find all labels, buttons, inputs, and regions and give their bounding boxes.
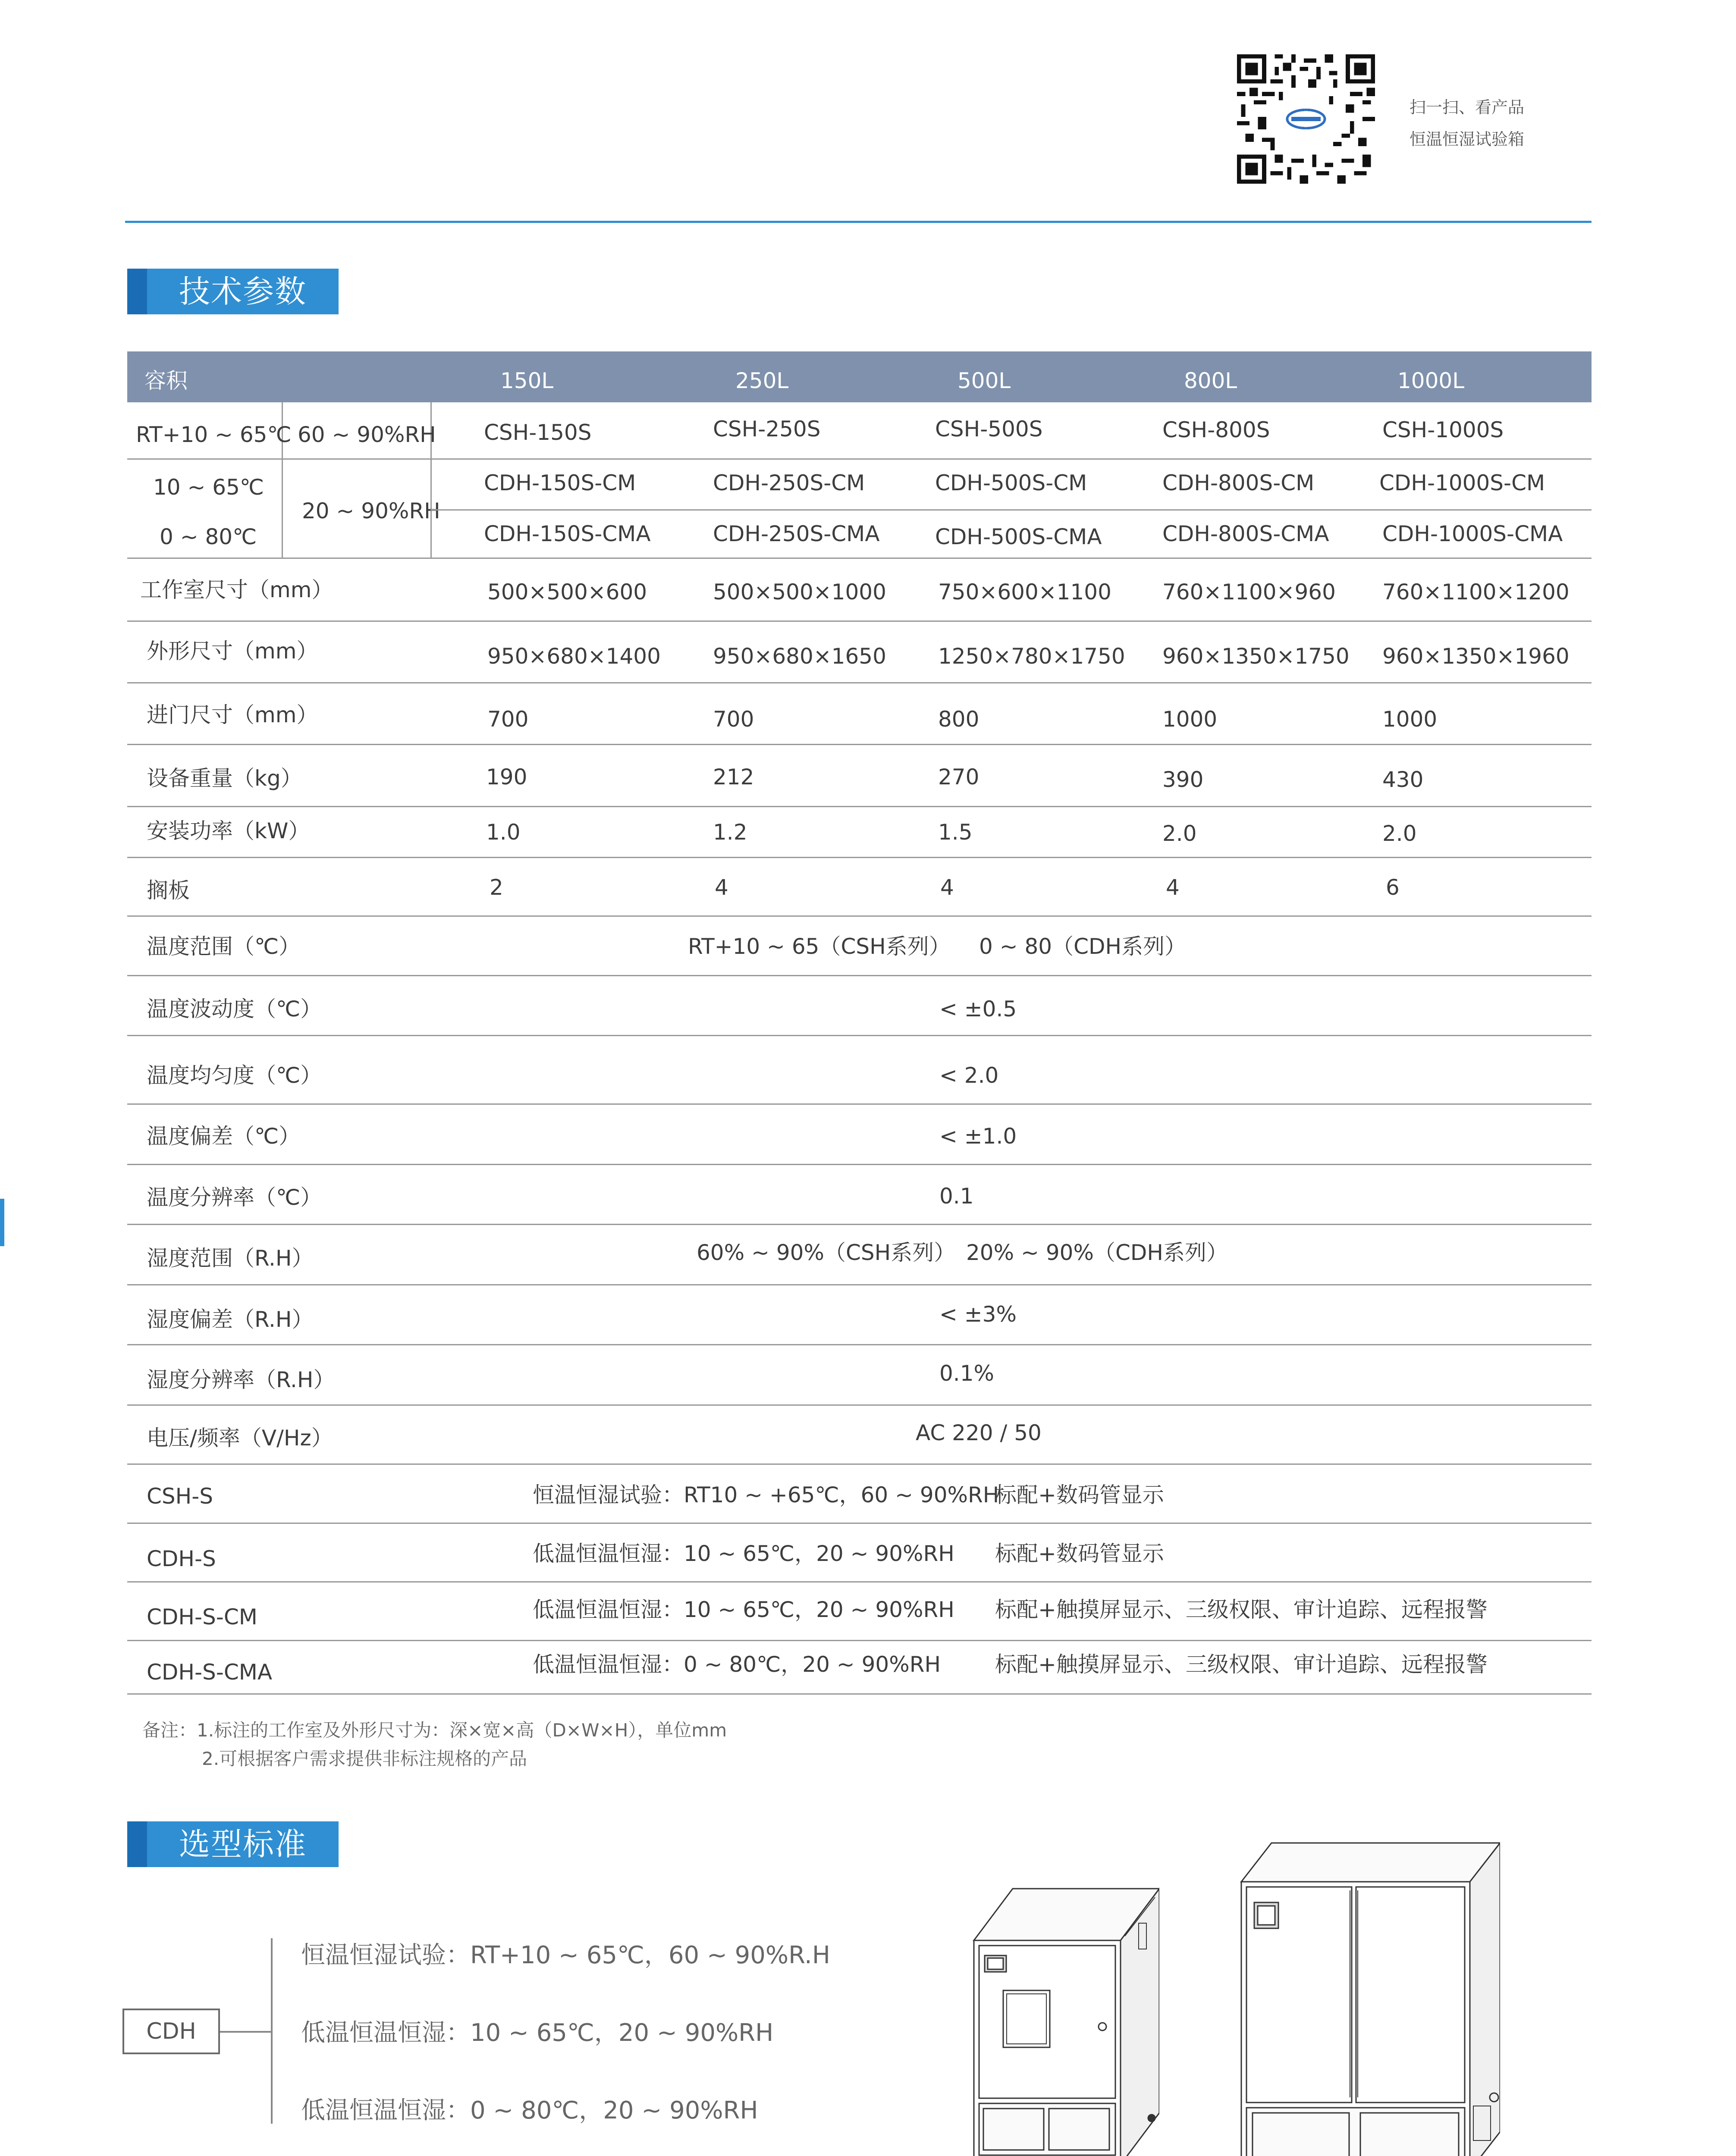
row-label: 工作室尺寸（mm） bbox=[140, 577, 333, 602]
header-cell-capacity: 容积 bbox=[144, 368, 188, 393]
row-value: 4 bbox=[715, 875, 728, 900]
row-value: 700 bbox=[713, 707, 754, 732]
row-divider bbox=[127, 975, 1592, 976]
row-value: 1.0 bbox=[486, 820, 521, 845]
model-cell: CSH-800S bbox=[1162, 417, 1270, 442]
row-label: 湿度范围（R.H） bbox=[147, 1246, 314, 1271]
row-label: 进门尺寸（mm） bbox=[147, 702, 318, 727]
row-divider bbox=[127, 915, 1592, 917]
row-label: 温度范围（℃） bbox=[147, 934, 301, 959]
section-accent bbox=[127, 269, 147, 314]
csh-humidity: 60 ~ 90%RH bbox=[298, 422, 436, 447]
row-divider bbox=[127, 1035, 1592, 1036]
section-title-select: 选型标准 bbox=[179, 1826, 307, 1862]
row-value: 20% ~ 90%（CDH系列） bbox=[966, 1240, 1228, 1265]
row-label: 温度分辨率（℃） bbox=[147, 1185, 322, 1210]
model-cell: CDH-250S-CMA bbox=[713, 521, 880, 546]
row-value: 950×680×1400 bbox=[487, 644, 661, 669]
row-value: < 2.0 bbox=[939, 1063, 999, 1088]
row-divider bbox=[127, 458, 1592, 460]
model-cell: CSH-1000S bbox=[1382, 417, 1504, 442]
row-value: 1000 bbox=[1382, 707, 1438, 732]
model-cell: CDH-800S-CM bbox=[1162, 470, 1315, 495]
row-value: < ±0.5 bbox=[939, 997, 1017, 1022]
row-value: 4 bbox=[1166, 875, 1180, 900]
series-name: CDH-S-CM bbox=[147, 1604, 257, 1630]
row-value: 2.0 bbox=[1162, 821, 1197, 846]
row-label: 设备重量（kg） bbox=[147, 766, 302, 791]
row-value: 2 bbox=[490, 875, 503, 900]
series-name: CSH-S bbox=[147, 1484, 213, 1509]
connector-line bbox=[220, 2031, 271, 2033]
selection-item: 低温恒温恒湿：10 ~ 65℃，20 ~ 90%RH bbox=[301, 2019, 774, 2047]
section-header-select bbox=[127, 1821, 339, 1867]
selection-item: 低温恒温恒湿：0 ~ 80℃，20 ~ 90%RH bbox=[301, 2096, 758, 2125]
chamber-double-door-illustration bbox=[1237, 1839, 1500, 2156]
row-value: 760×1100×960 bbox=[1162, 580, 1336, 605]
cdh-root-box bbox=[122, 2009, 220, 2054]
row-divider bbox=[127, 744, 1592, 745]
row-divider bbox=[127, 558, 1592, 559]
cdh-humidity: 20 ~ 90%RH bbox=[302, 498, 440, 523]
section-title-tech: 技术参数 bbox=[179, 273, 307, 310]
row-divider bbox=[127, 682, 1592, 683]
row-divider bbox=[127, 1224, 1592, 1225]
model-cell: CSH-500S bbox=[935, 417, 1043, 442]
row-value: 1000 bbox=[1162, 707, 1218, 732]
model-cell: CDH-150S-CMA bbox=[484, 521, 651, 546]
row-label: 搁板 bbox=[147, 878, 190, 903]
row-value: 950×680×1650 bbox=[713, 644, 886, 669]
model-cell: CDH-1000S-CMA bbox=[1382, 521, 1563, 546]
row-value: 190 bbox=[486, 765, 527, 790]
series-desc: 低温恒温恒湿：0 ~ 80℃，20 ~ 90%RH bbox=[533, 1652, 941, 1677]
row-value: RT+10 ~ 65（CSH系列） bbox=[688, 934, 951, 959]
header-cell-150l: 150L bbox=[500, 368, 554, 393]
row-divider bbox=[127, 857, 1592, 858]
row-label: 温度均匀度（℃） bbox=[147, 1063, 322, 1088]
row-value: 500×500×600 bbox=[487, 580, 647, 605]
row-label: 温度偏差（℃） bbox=[147, 1124, 301, 1149]
row-value: 760×1100×1200 bbox=[1382, 580, 1570, 605]
row-divider bbox=[430, 509, 1592, 511]
row-divider bbox=[127, 1523, 1592, 1524]
model-cell: CDH-500S-CMA bbox=[935, 524, 1102, 549]
row-value: 4 bbox=[940, 875, 954, 900]
row-label: 电压/频率（V/Hz） bbox=[147, 1426, 333, 1451]
row-value: 500×500×1000 bbox=[713, 580, 886, 605]
row-value: 6 bbox=[1386, 875, 1400, 900]
row-value: 2.0 bbox=[1382, 821, 1417, 846]
series-config: 标配+触摸屏显示、三级权限、审计追踪、远程报警 bbox=[995, 1652, 1488, 1677]
series-name: CDH-S-CMA bbox=[147, 1660, 273, 1685]
header-divider bbox=[125, 221, 1592, 223]
qr-caption-line2: 恒温恒湿试验箱 bbox=[1410, 130, 1525, 149]
row-label: 湿度偏差（R.H） bbox=[147, 1307, 314, 1332]
table-header-row bbox=[127, 351, 1592, 402]
model-cell: CSH-150S bbox=[484, 420, 592, 445]
row-value: 750×600×1100 bbox=[938, 580, 1111, 605]
row-value: 960×1350×1750 bbox=[1162, 644, 1350, 669]
header-cell-800l: 800L bbox=[1184, 368, 1237, 393]
cdh-root-label: CDH bbox=[146, 2018, 196, 2044]
row-value: 1250×780×1750 bbox=[938, 644, 1125, 669]
model-cell: CDH-250S-CM bbox=[713, 470, 865, 495]
row-value: 430 bbox=[1382, 767, 1424, 792]
row-divider bbox=[127, 1640, 1592, 1641]
row-value: 800 bbox=[938, 707, 979, 732]
row-value: 0.1% bbox=[939, 1361, 995, 1386]
model-cell: CDH-500S-CM bbox=[935, 470, 1087, 495]
series-name: CDH-S bbox=[147, 1546, 216, 1571]
bracket-line bbox=[271, 1938, 273, 2124]
row-divider bbox=[127, 1581, 1592, 1583]
model-cell: CSH-250S bbox=[713, 417, 821, 442]
qr-caption-line1: 扫一扫、看产品 bbox=[1410, 98, 1525, 117]
qr-code bbox=[1237, 54, 1375, 184]
row-value: 212 bbox=[713, 765, 754, 790]
series-config: 标配+数码管显示 bbox=[995, 1482, 1164, 1507]
row-value: 390 bbox=[1162, 767, 1204, 792]
row-value: 270 bbox=[938, 765, 979, 790]
row-value: 0 ~ 80（CDH系列） bbox=[979, 934, 1187, 959]
row-value: 1.5 bbox=[938, 820, 973, 845]
note-line2: 2.可根据客户需求提供非标注规格的产品 bbox=[202, 1748, 527, 1769]
row-value: < ±3% bbox=[939, 1302, 1017, 1327]
selection-item: 恒温恒湿试验：RT+10 ~ 65℃，60 ~ 90%R.H bbox=[301, 1941, 830, 1969]
model-cell: CDH-150S-CM bbox=[484, 470, 636, 495]
header-cell-1000l: 1000L bbox=[1397, 368, 1465, 393]
row-divider bbox=[127, 1164, 1592, 1165]
edge-mark bbox=[0, 1199, 4, 1246]
header-cell-250l: 250L bbox=[735, 368, 789, 393]
row-value: 1.2 bbox=[713, 820, 747, 845]
cdh-range-cm: 10 ~ 65℃ bbox=[153, 475, 264, 500]
row-value: 60% ~ 90%（CSH系列） bbox=[697, 1240, 956, 1265]
row-divider bbox=[127, 1284, 1592, 1285]
row-value: 0.1 bbox=[939, 1184, 974, 1209]
row-label: 外形尺寸（mm） bbox=[147, 639, 318, 664]
row-divider bbox=[127, 1463, 1592, 1465]
row-label: 湿度分辨率（R.H） bbox=[147, 1367, 335, 1392]
chamber-single-door-illustration bbox=[970, 1871, 1159, 2156]
row-divider bbox=[127, 1344, 1592, 1345]
note-line1: 备注：1.标注的工作室及外形尺寸为：深×宽×高（D×W×H），单位mm bbox=[142, 1720, 727, 1741]
series-desc: 低温恒温恒湿：10 ~ 65℃，20 ~ 90%RH bbox=[533, 1541, 954, 1566]
series-desc: 低温恒温恒湿：10 ~ 65℃，20 ~ 90%RH bbox=[533, 1597, 954, 1622]
cdh-range-cma: 0 ~ 80℃ bbox=[160, 524, 257, 549]
row-divider bbox=[127, 1103, 1592, 1105]
row-value: AC 220 / 50 bbox=[916, 1420, 1042, 1445]
section-header-tech bbox=[127, 269, 339, 314]
row-divider bbox=[127, 806, 1592, 807]
row-divider bbox=[127, 1693, 1592, 1695]
series-config: 标配+触摸屏显示、三级权限、审计追踪、远程报警 bbox=[995, 1597, 1488, 1622]
series-config: 标配+数码管显示 bbox=[995, 1541, 1164, 1566]
section-accent bbox=[127, 1821, 147, 1867]
series-desc: 恒温恒湿试验：RT10 ~ +65℃，60 ~ 90%RH bbox=[533, 1482, 999, 1507]
row-label: 安装功率（kW） bbox=[147, 818, 310, 843]
model-cell: CDH-800S-CMA bbox=[1162, 521, 1329, 546]
model-cell: CDH-1000S-CM bbox=[1379, 470, 1545, 495]
row-value: 700 bbox=[487, 707, 529, 732]
row-divider bbox=[127, 620, 1592, 622]
row-label: 温度波动度（℃） bbox=[147, 997, 322, 1022]
row-value: 960×1350×1960 bbox=[1382, 644, 1570, 669]
row-divider bbox=[127, 1404, 1592, 1406]
csh-range: RT+10 ~ 65℃ bbox=[136, 422, 292, 447]
header-cell-500l: 500L bbox=[957, 368, 1011, 393]
row-value: < ±1.0 bbox=[939, 1124, 1017, 1149]
